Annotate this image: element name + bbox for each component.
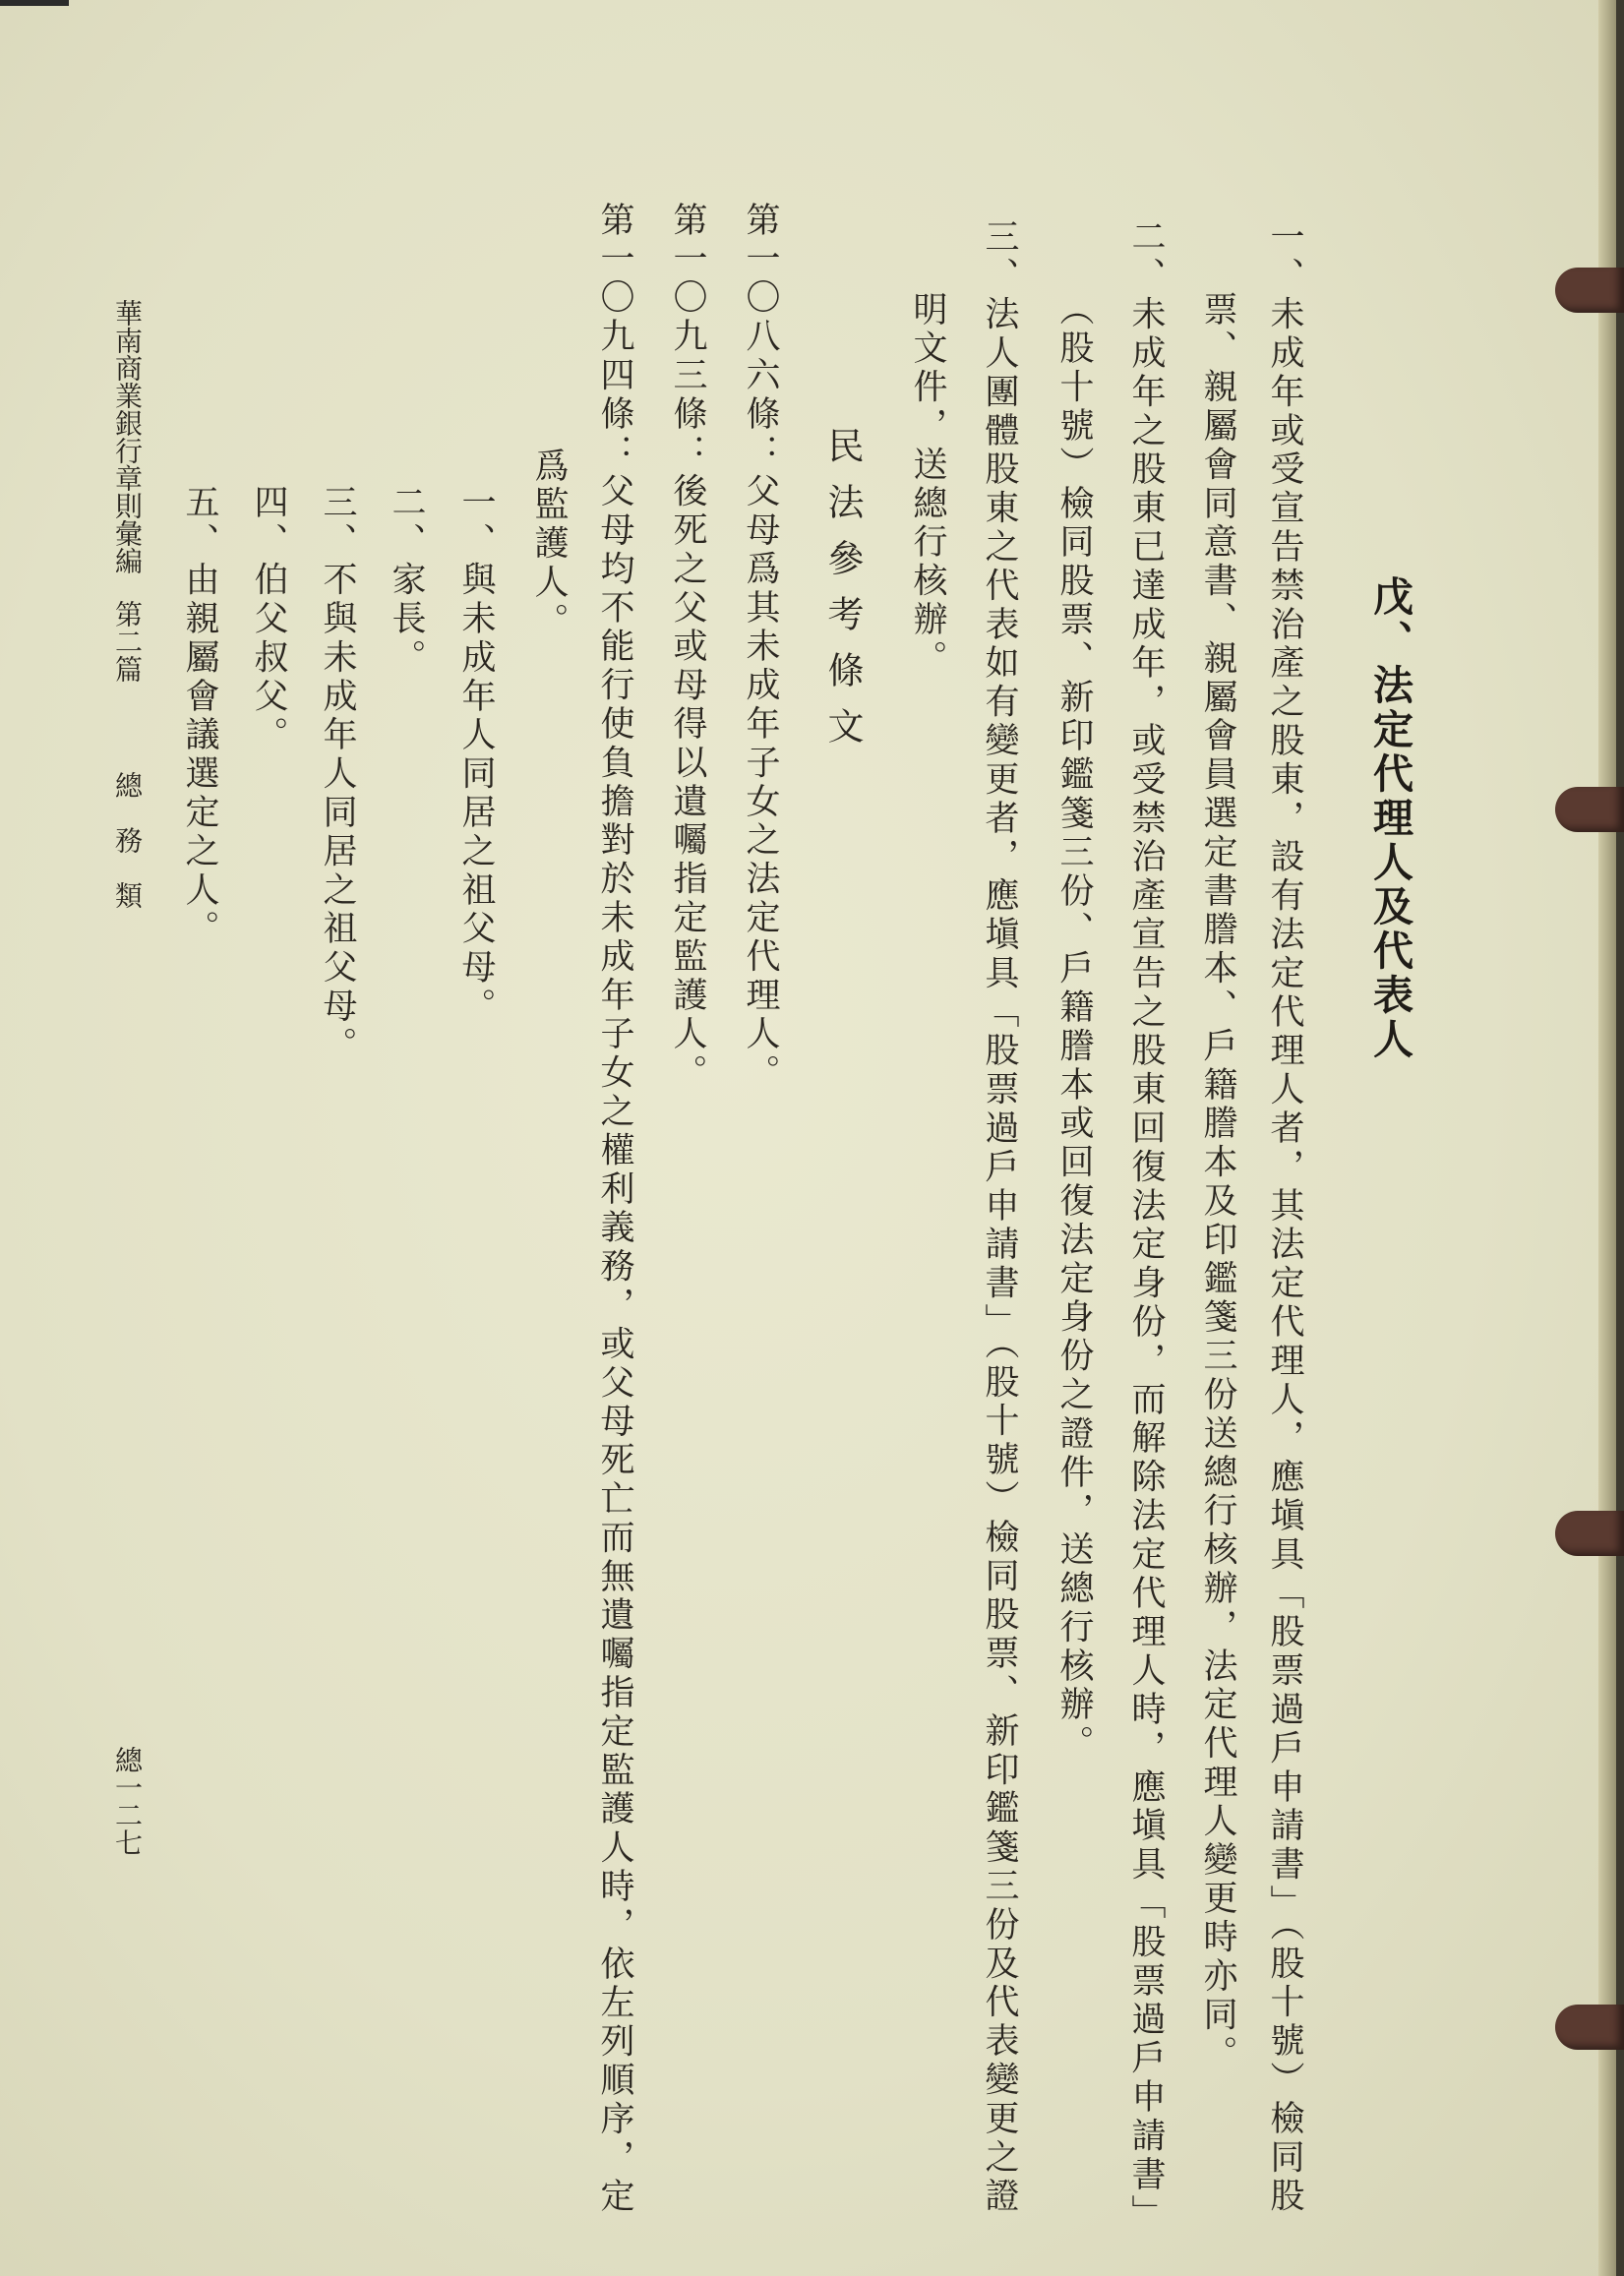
item-1-line-1: 一、未成年或受宣告禁治產之股東，設有法定代理人者，其法定代理人，應塡具「股票過戶申請書」（股十號）檢同股 xyxy=(1265,218,1304,2217)
reference-heading: 民法參考條文 xyxy=(821,427,864,763)
page-number: 總一二七 xyxy=(111,1746,144,1856)
corner-mark xyxy=(0,0,69,6)
item-1-line-2: 票、親屬會同意書、親屬會員選定書謄本、戶籍謄本及印鑑箋三份送總行核辦，法定代理人變更時亦同。 xyxy=(1198,291,1237,2074)
section-title: 戊、法定代理人及代表人 xyxy=(1366,575,1413,1062)
article-1094: 第一〇九四條：父母均不能行使負擔對於未成年子女之權利義務，或父母死亡而無遺囑指定監護人時，依左列順序，定 xyxy=(595,202,634,2217)
order-item-2: 二、家長。 xyxy=(387,484,426,678)
footer-part: 第二篇 xyxy=(111,600,144,683)
article-1094-continuation: 爲監護人。 xyxy=(529,448,569,641)
item-2-line-2: （股十號）檢同股票、新印鑑箋三份、戶籍謄本或回復法定身份之證件，送總行核辦。 xyxy=(1054,291,1094,1765)
page-edge-shadow xyxy=(1616,0,1624,2276)
article-1086: 第一〇八六條：父母爲其未成年子女之法定代理人。 xyxy=(741,202,780,1094)
item-2-line-1: 二、未成年之股東已達成年，或受禁治產宣告之股東回復法定身份，而解除法定代理人時，應塡具「股票過戶申請書」 xyxy=(1126,218,1166,2234)
binder-ring xyxy=(1555,2005,1624,2050)
page-footer xyxy=(111,299,144,909)
binder-ring xyxy=(1555,787,1624,832)
order-item-4: 四、伯父叔父。 xyxy=(249,484,288,755)
item-3-line-2: 明文件，送總行核辦。 xyxy=(908,291,947,679)
order-item-1: 一、與未成年人同居之祖父母。 xyxy=(456,484,496,1027)
footer-book-title: 華南商業銀行章則彙編 xyxy=(111,299,144,574)
binder-ring xyxy=(1555,268,1624,313)
article-1093: 第一〇九三條：後死之父或母得以遺囑指定監護人。 xyxy=(668,202,707,1094)
order-item-5: 五、由親屬會議選定之人。 xyxy=(180,484,219,949)
footer-category: 總 務 類 xyxy=(111,771,144,909)
order-item-3: 三、不與未成年人同居之祖父母。 xyxy=(318,484,357,1065)
binder-ring xyxy=(1555,1511,1624,1556)
item-3-line-1: 三、法人團體股東之代表如有變更者，應塡具「股票過戶申請書」（股十號）檢同股票、新印鑑箋三份及代表變更之證 xyxy=(980,218,1019,2217)
